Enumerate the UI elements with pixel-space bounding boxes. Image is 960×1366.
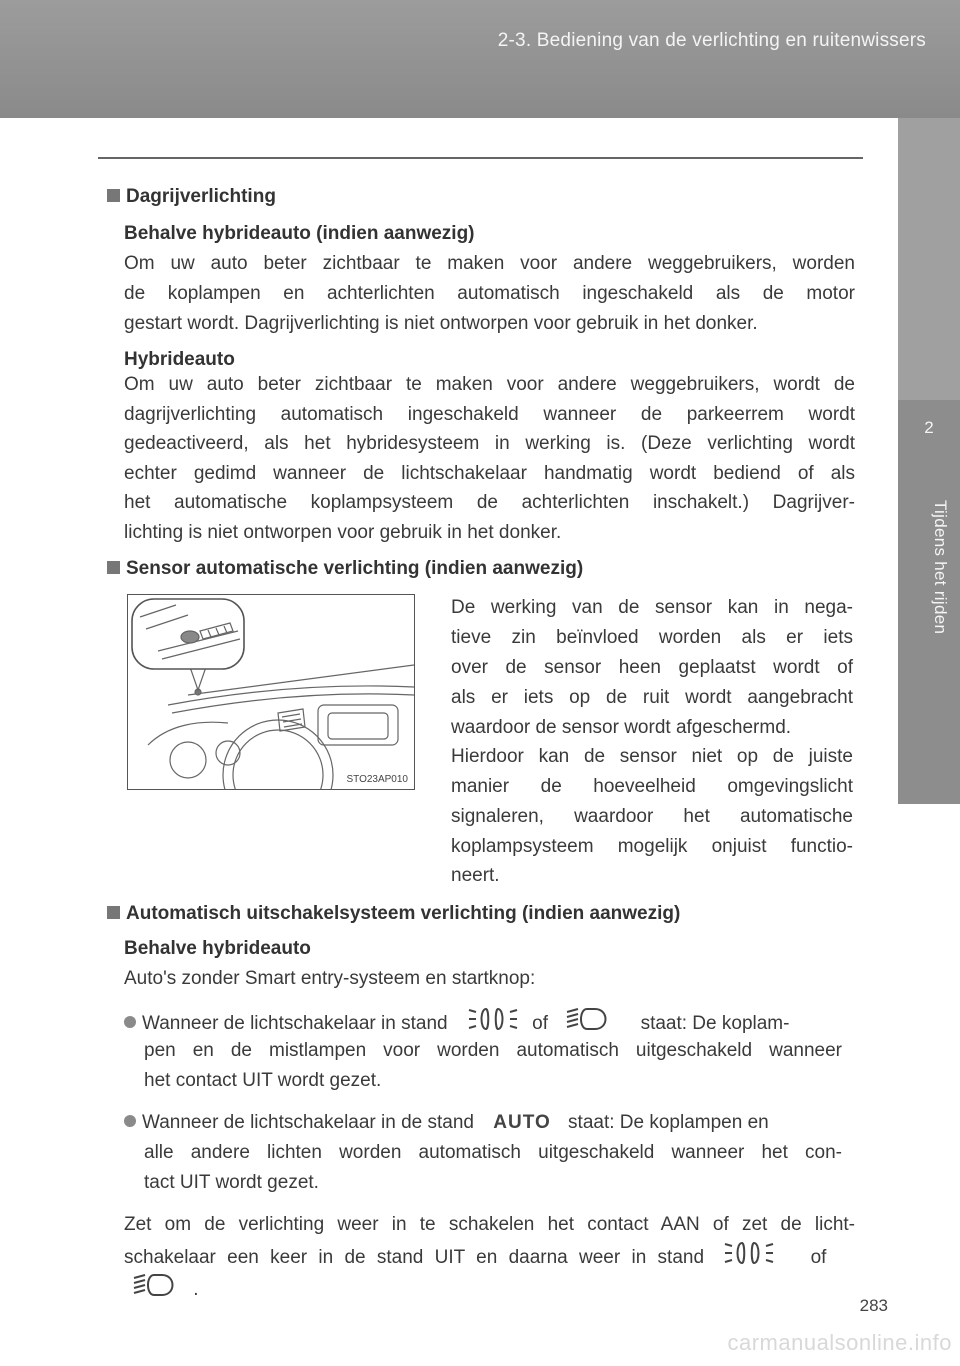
square-bullet-icon xyxy=(107,189,120,202)
sensor-location-figure xyxy=(127,594,415,790)
heading-sensor xyxy=(107,554,583,584)
auto-light-icon: AUTO xyxy=(493,1112,551,1133)
subhead-hybrid: Hybrideauto xyxy=(124,349,235,370)
bullet-1-of: of xyxy=(532,1013,548,1035)
text-line: Om uw auto beter zichtbaar te maken voor andere weggebruikers, worden xyxy=(124,253,855,274)
intro-line: Auto's zonder Smart entry-systeem en startknop: xyxy=(124,968,536,989)
text-line: het contact UIT wordt gezet. xyxy=(144,1070,382,1091)
text-line: Zet om de verlichting weer in te schakelen het contact AAN of zet de licht- xyxy=(124,1214,855,1235)
heading-sensor-text: Sensor automatische verlichting (indien aanwezig) xyxy=(126,558,584,579)
watermark: carmanualsonline.info xyxy=(727,1330,952,1355)
page-number: 283 xyxy=(859,1296,888,1315)
text-line: signaleren, waardoor het automatische xyxy=(451,806,853,827)
chapter-label: Tijdens het rijden xyxy=(931,500,950,635)
text-line: koplampsysteem mogelijk onjuist functio- xyxy=(451,836,853,857)
heading-auto-off xyxy=(107,899,680,929)
final-line-2-of: of xyxy=(810,1247,827,1269)
bullet-1-pre: Wanneer de lichtschakelaar in stand xyxy=(142,1013,448,1035)
round-bullet-icon xyxy=(124,1115,136,1127)
subhead-non-hybrid: Behalve hybrideauto (indien aanwezig) xyxy=(124,223,475,244)
text-line: manier de hoeveelheid omgevingslicht xyxy=(451,776,853,797)
side-tab-lower xyxy=(898,400,960,804)
text-line: Om uw auto beter zichtbaar te maken voor andere weggebruikers, wordt de xyxy=(124,374,855,395)
text-line: dagrijverlichting automatisch ingeschakeld wanneer de parkeerrem wordt xyxy=(124,404,855,425)
final-line-2-pre: schakelaar een keer in de stand UIT en daarna weer in stand xyxy=(124,1247,705,1269)
text-line: tieve zin beïnvloed worden als er iets xyxy=(451,627,853,648)
figure-code: STO23AP010 xyxy=(346,774,408,785)
text-line: alle andere lichten worden automatisch uitgeschakeld wanneer het con- xyxy=(144,1142,842,1163)
chapter-number: 2 xyxy=(924,418,934,437)
subhead-non-hybrid-2: Behalve hybrideauto xyxy=(124,938,311,959)
heading-daytime xyxy=(107,182,276,212)
bullet-2-line-1 xyxy=(124,1108,855,1138)
header-rule xyxy=(98,157,863,159)
text-line: de koplampen en achterlichten automatisch ingeschakeld als de motor xyxy=(124,283,855,304)
text-line: pen en de mistlampen voor worden automatisch uitgeschakeld wanneer xyxy=(144,1040,842,1061)
section-title: 2-3. Bediening van de verlichting en ruitenwissers xyxy=(497,30,926,51)
text-line: De werking van de sensor kan in nega- xyxy=(451,597,853,618)
header-band xyxy=(0,0,960,118)
final-line-2 xyxy=(124,1240,855,1276)
square-bullet-icon xyxy=(107,906,120,919)
text-line: Hierdoor kan de sensor niet op de juiste xyxy=(451,746,853,767)
text-line: echter gedimd wanneer de lichtschakelaar handmatig wordt bediend of als xyxy=(124,463,855,484)
heading-daytime-text: Dagrijverlichting xyxy=(126,186,276,207)
bullet-2-post: staat: De koplampen en xyxy=(568,1112,769,1134)
text-line: tact UIT wordt gezet. xyxy=(144,1172,319,1193)
text-line: gedeactiveerd, als het hybridesysteem in werking is. (Deze verlichting wordt xyxy=(124,433,855,454)
bullet-2-pre: Wanneer de lichtschakelaar in de stand xyxy=(142,1112,474,1134)
final-line-3-period: . xyxy=(193,1279,199,1301)
text-line: als er iets op de ruit wordt aangebracht xyxy=(451,687,853,708)
heading-auto-off-text: Automatisch uitschakelsysteem verlichting (indien aanwezig) xyxy=(126,903,681,924)
text-line: neert. xyxy=(451,865,500,886)
headlight-icon xyxy=(132,1272,180,1308)
side-tab-upper xyxy=(898,118,960,400)
bullet-1-post: staat: De koplam- xyxy=(640,1013,790,1035)
final-line-3 xyxy=(132,1272,199,1308)
text-line: over de sensor heen geplaatst wordt of xyxy=(451,657,853,678)
text-line: lichting is niet ontworpen voor gebruik in het donker. xyxy=(124,522,562,543)
text-line: waardoor de sensor wordt afgeschermd. xyxy=(451,717,792,738)
square-bullet-icon xyxy=(107,561,120,574)
parking-light-icon xyxy=(723,1240,775,1276)
text-line: gestart wordt. Dagrijverlichting is niet ontworpen voor gebruik in het donker. xyxy=(124,313,758,334)
round-bullet-icon xyxy=(124,1016,136,1028)
dashboard-illustration xyxy=(128,595,414,789)
text-line: het automatische koplampsysteem de achterlichten inschakelt.) Dagrijver- xyxy=(124,492,855,513)
